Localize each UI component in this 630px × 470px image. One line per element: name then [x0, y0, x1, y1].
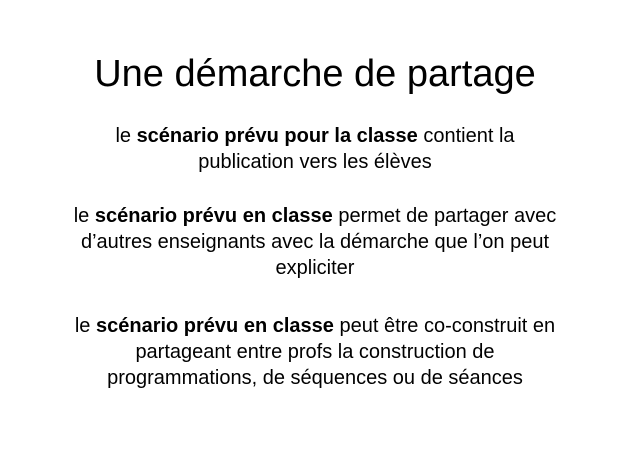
paragraph-3-rest: peut être co-construit en	[333, 315, 556, 337]
paragraph-3-line-3: programmations, de séquences ou de séances	[107, 367, 523, 389]
paragraph-2-line-1	[20, 203, 610, 229]
paragraph-2-bold: scénario prévu en classe	[94, 205, 333, 227]
paragraph-3-lead: le	[74, 315, 96, 337]
paragraph-1-rest: contient la	[417, 125, 515, 147]
paragraph-1	[20, 123, 610, 175]
paragraph-2-line-3: expliciter	[275, 257, 355, 279]
paragraph-3-line-2: partageant entre profs la construction de	[135, 341, 495, 363]
paragraph-1-lead: le	[115, 125, 137, 147]
paragraph-2-lead: le	[73, 205, 95, 227]
paragraph-1-line-2: publication vers les élèves	[198, 151, 432, 173]
slide-title: Une démarche de partage	[94, 53, 536, 95]
paragraph-1-line-1	[20, 123, 610, 149]
paragraph-1-bold: scénario prévu pour la classe	[136, 125, 418, 147]
paragraph-3-line-1	[20, 313, 610, 339]
paragraph-2-rest: permet de partager avec	[332, 205, 557, 227]
paragraph-2-line-2: d’autres enseignants avec la démarche que l’on peut	[80, 231, 550, 253]
paragraph-2	[20, 203, 610, 281]
paragraph-3	[20, 313, 610, 391]
paragraph-3-bold: scénario prévu en classe	[95, 315, 334, 337]
